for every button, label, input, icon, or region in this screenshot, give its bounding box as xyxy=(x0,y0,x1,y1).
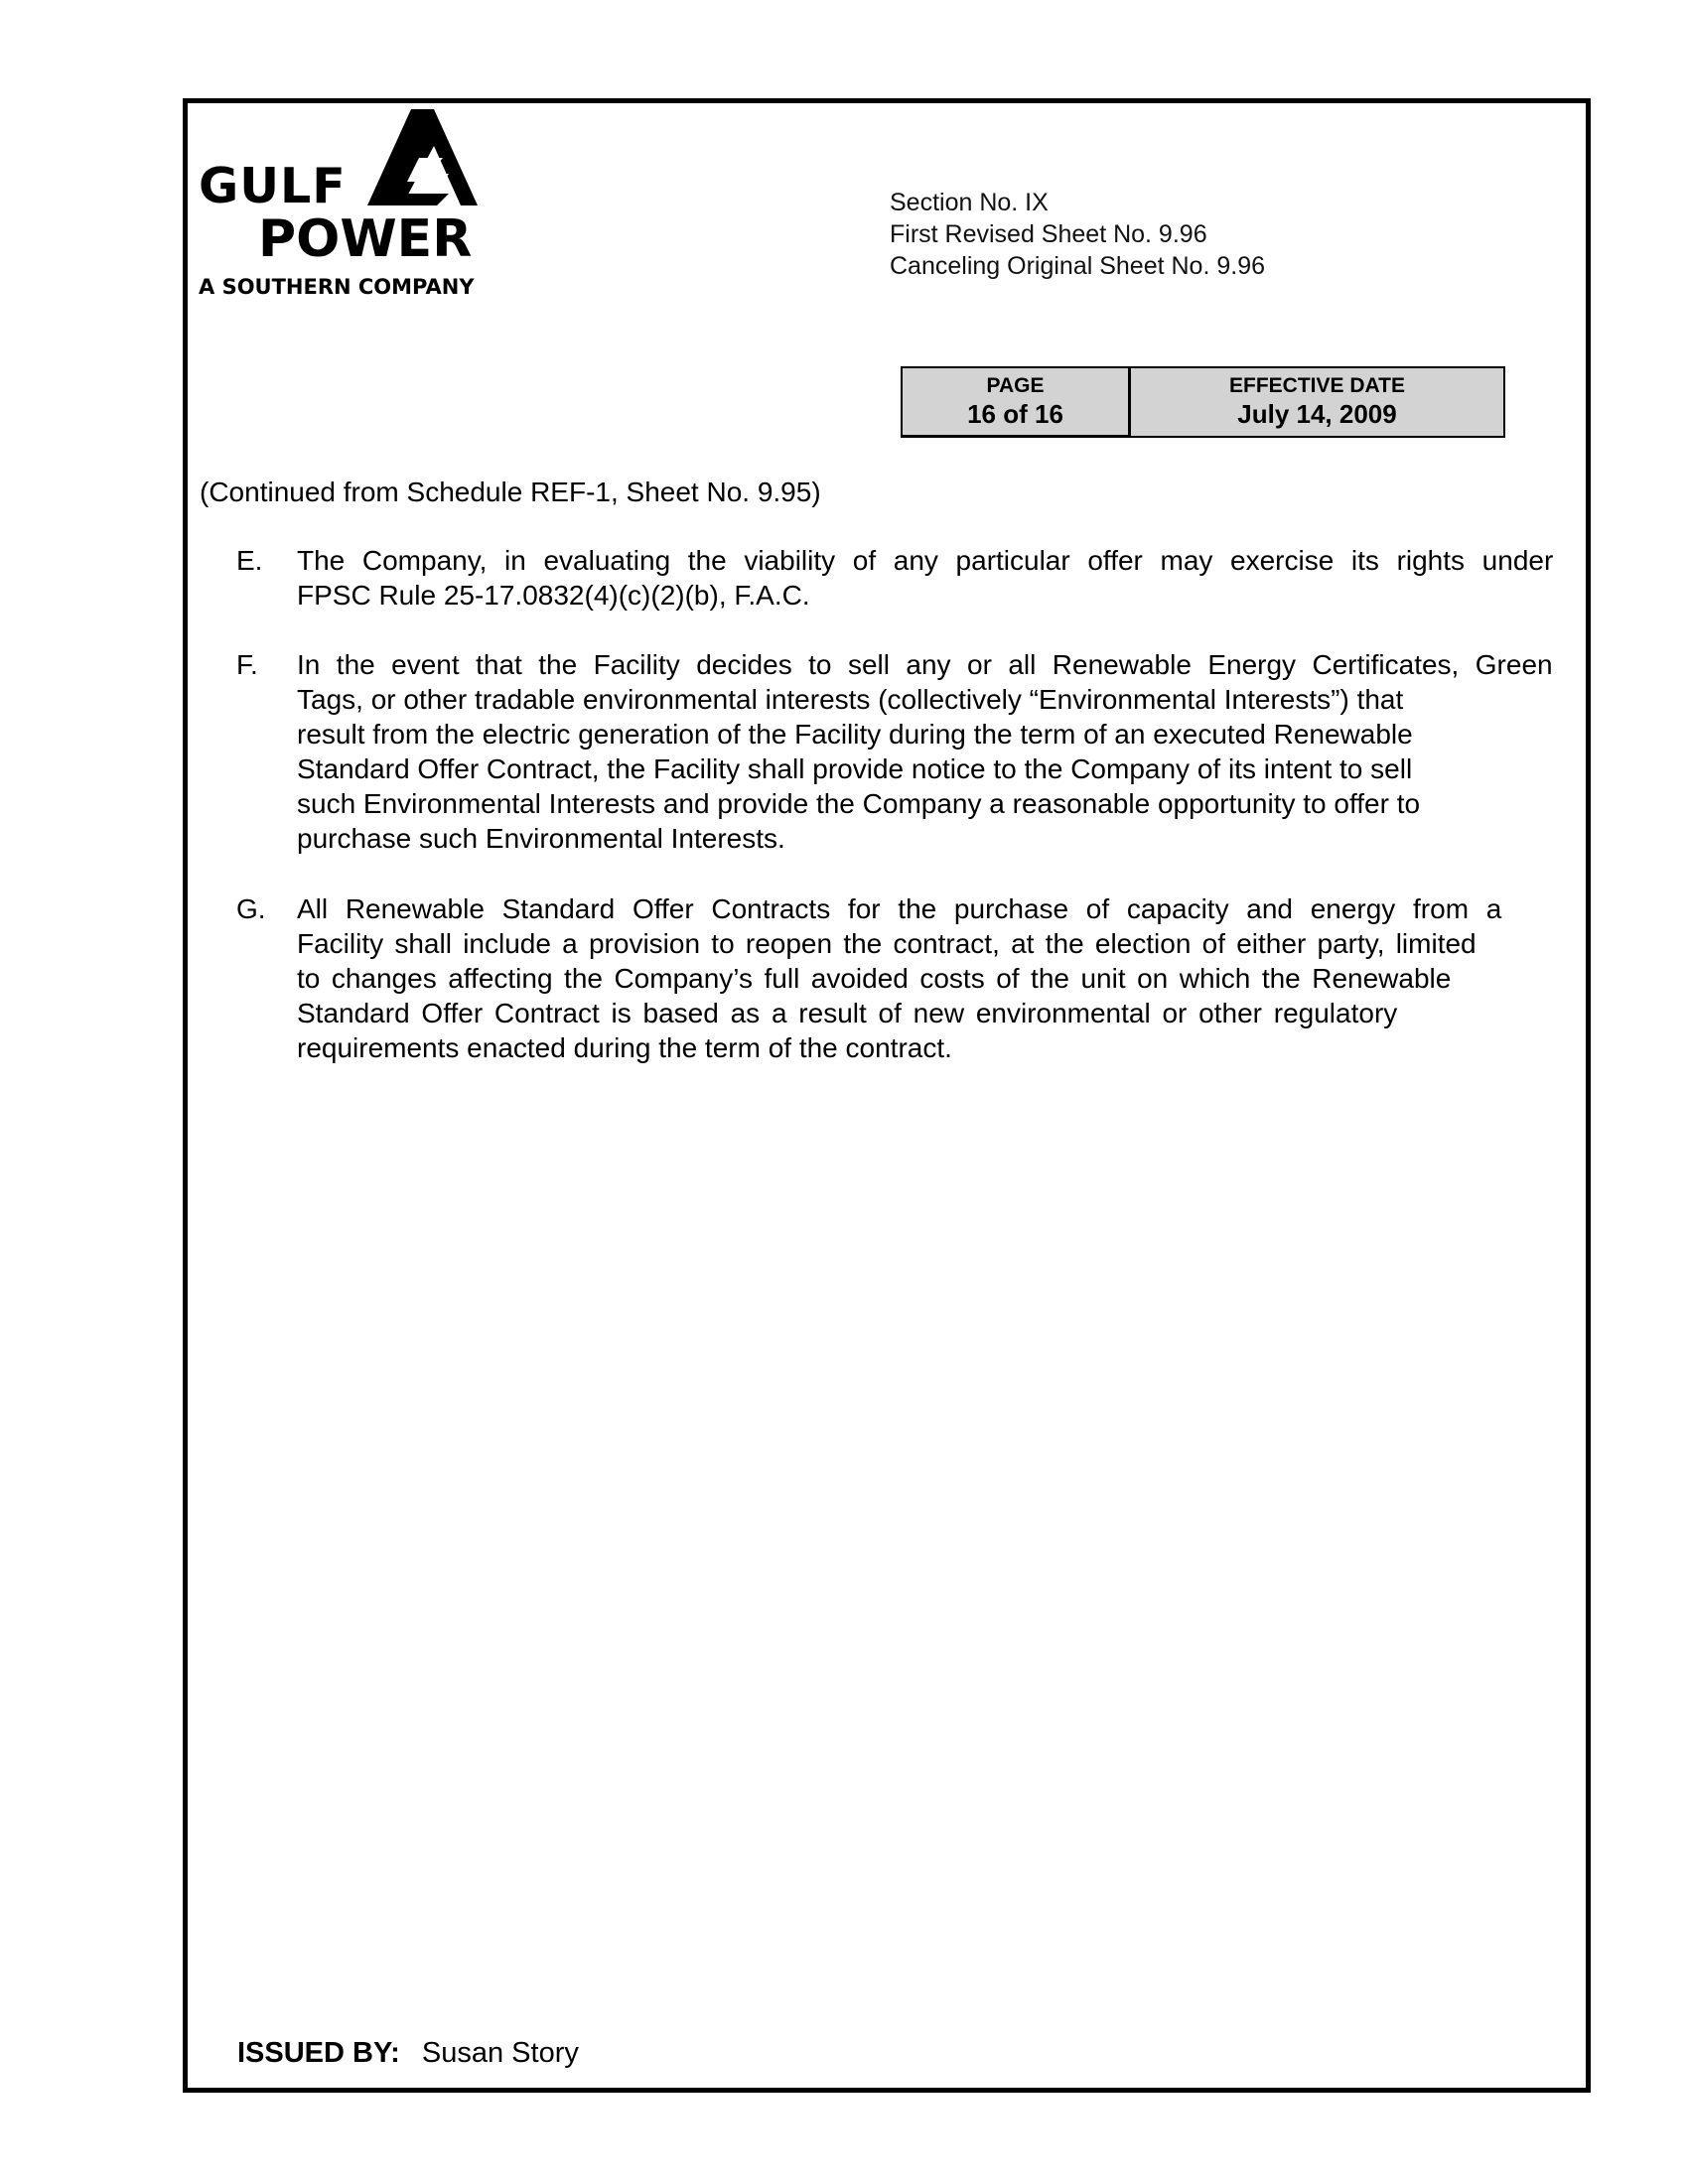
effective-date-cell xyxy=(1131,366,1505,438)
text-line: such Environmental Interests and provide the Company a reasonable opportunity to offer to xyxy=(297,788,1421,819)
item-letter: F. xyxy=(236,649,258,680)
text-line: result from the electric generation of the Facility during the term of an executed Renewable xyxy=(297,719,1413,750)
page-effective-box xyxy=(901,366,1505,438)
item-text xyxy=(297,543,1553,613)
text-line: requirements enacted during the term of the contract. xyxy=(297,1032,952,1063)
effective-date-label: EFFECTIVE DATE xyxy=(1229,374,1405,397)
section-number: Section No. IX xyxy=(890,189,1049,216)
item-text xyxy=(297,891,1501,1065)
logo-power: POWER xyxy=(258,209,473,269)
item-letter: G. xyxy=(236,893,266,924)
text-line: Tags, or other tradable environmental interests (collectively “Environmental Interests”) that xyxy=(297,684,1404,715)
sheet-number: First Revised Sheet No. 9.96 xyxy=(890,220,1207,248)
effective-date-value: July 14, 2009 xyxy=(1237,399,1397,429)
issued-by xyxy=(237,2037,579,2070)
text-line: Standard Offer Contract, the Facility shall provide notice to the Company of its intent to sell xyxy=(297,753,1413,784)
item-letter: E. xyxy=(236,545,263,576)
text-line: to changes affecting the Company’s full avoided costs of the unit on which the Renewable xyxy=(297,963,1452,994)
text-line: All Renewable Standard Offer Contracts for the purchase of capacity and energy from a xyxy=(297,893,1502,924)
text-line: Standard Offer Contract is based as a result of new environmental or other regulatory xyxy=(297,998,1398,1028)
text-line: In the event that the Facility decides to sell any or all Renewable Energy Certificates, Green xyxy=(297,649,1553,680)
sheet-info xyxy=(890,187,1265,282)
logo-southern-company: A SOUTHERN COMPANY xyxy=(199,275,475,299)
text-line: Facility shall include a provision to reopen the contract, at the election of either party, limited xyxy=(297,928,1477,959)
page-cell xyxy=(901,366,1131,438)
text-line: The Company, in evaluating the viability of any particular offer may exercise its rights under xyxy=(297,545,1554,576)
item-text xyxy=(297,647,1553,856)
issued-by-label: ISSUED BY: xyxy=(237,2037,400,2069)
canceling-sheet: Canceling Original Sheet No. 9.96 xyxy=(890,252,1266,280)
text-line: purchase such Environmental Interests. xyxy=(297,823,785,854)
logo-gulf: GULF xyxy=(199,158,347,214)
gulf-power-logo xyxy=(199,104,516,313)
continued-note: (Continued from Schedule REF-1, Sheet No. 9.95) xyxy=(200,477,821,507)
issued-by-name: Susan Story xyxy=(421,2037,579,2069)
text-line: FPSC Rule 25-17.0832(4)(c)(2)(b), F.A.C. xyxy=(297,580,810,611)
page-value: 16 of 16 xyxy=(967,398,1063,429)
page-label: PAGE xyxy=(986,373,1045,397)
